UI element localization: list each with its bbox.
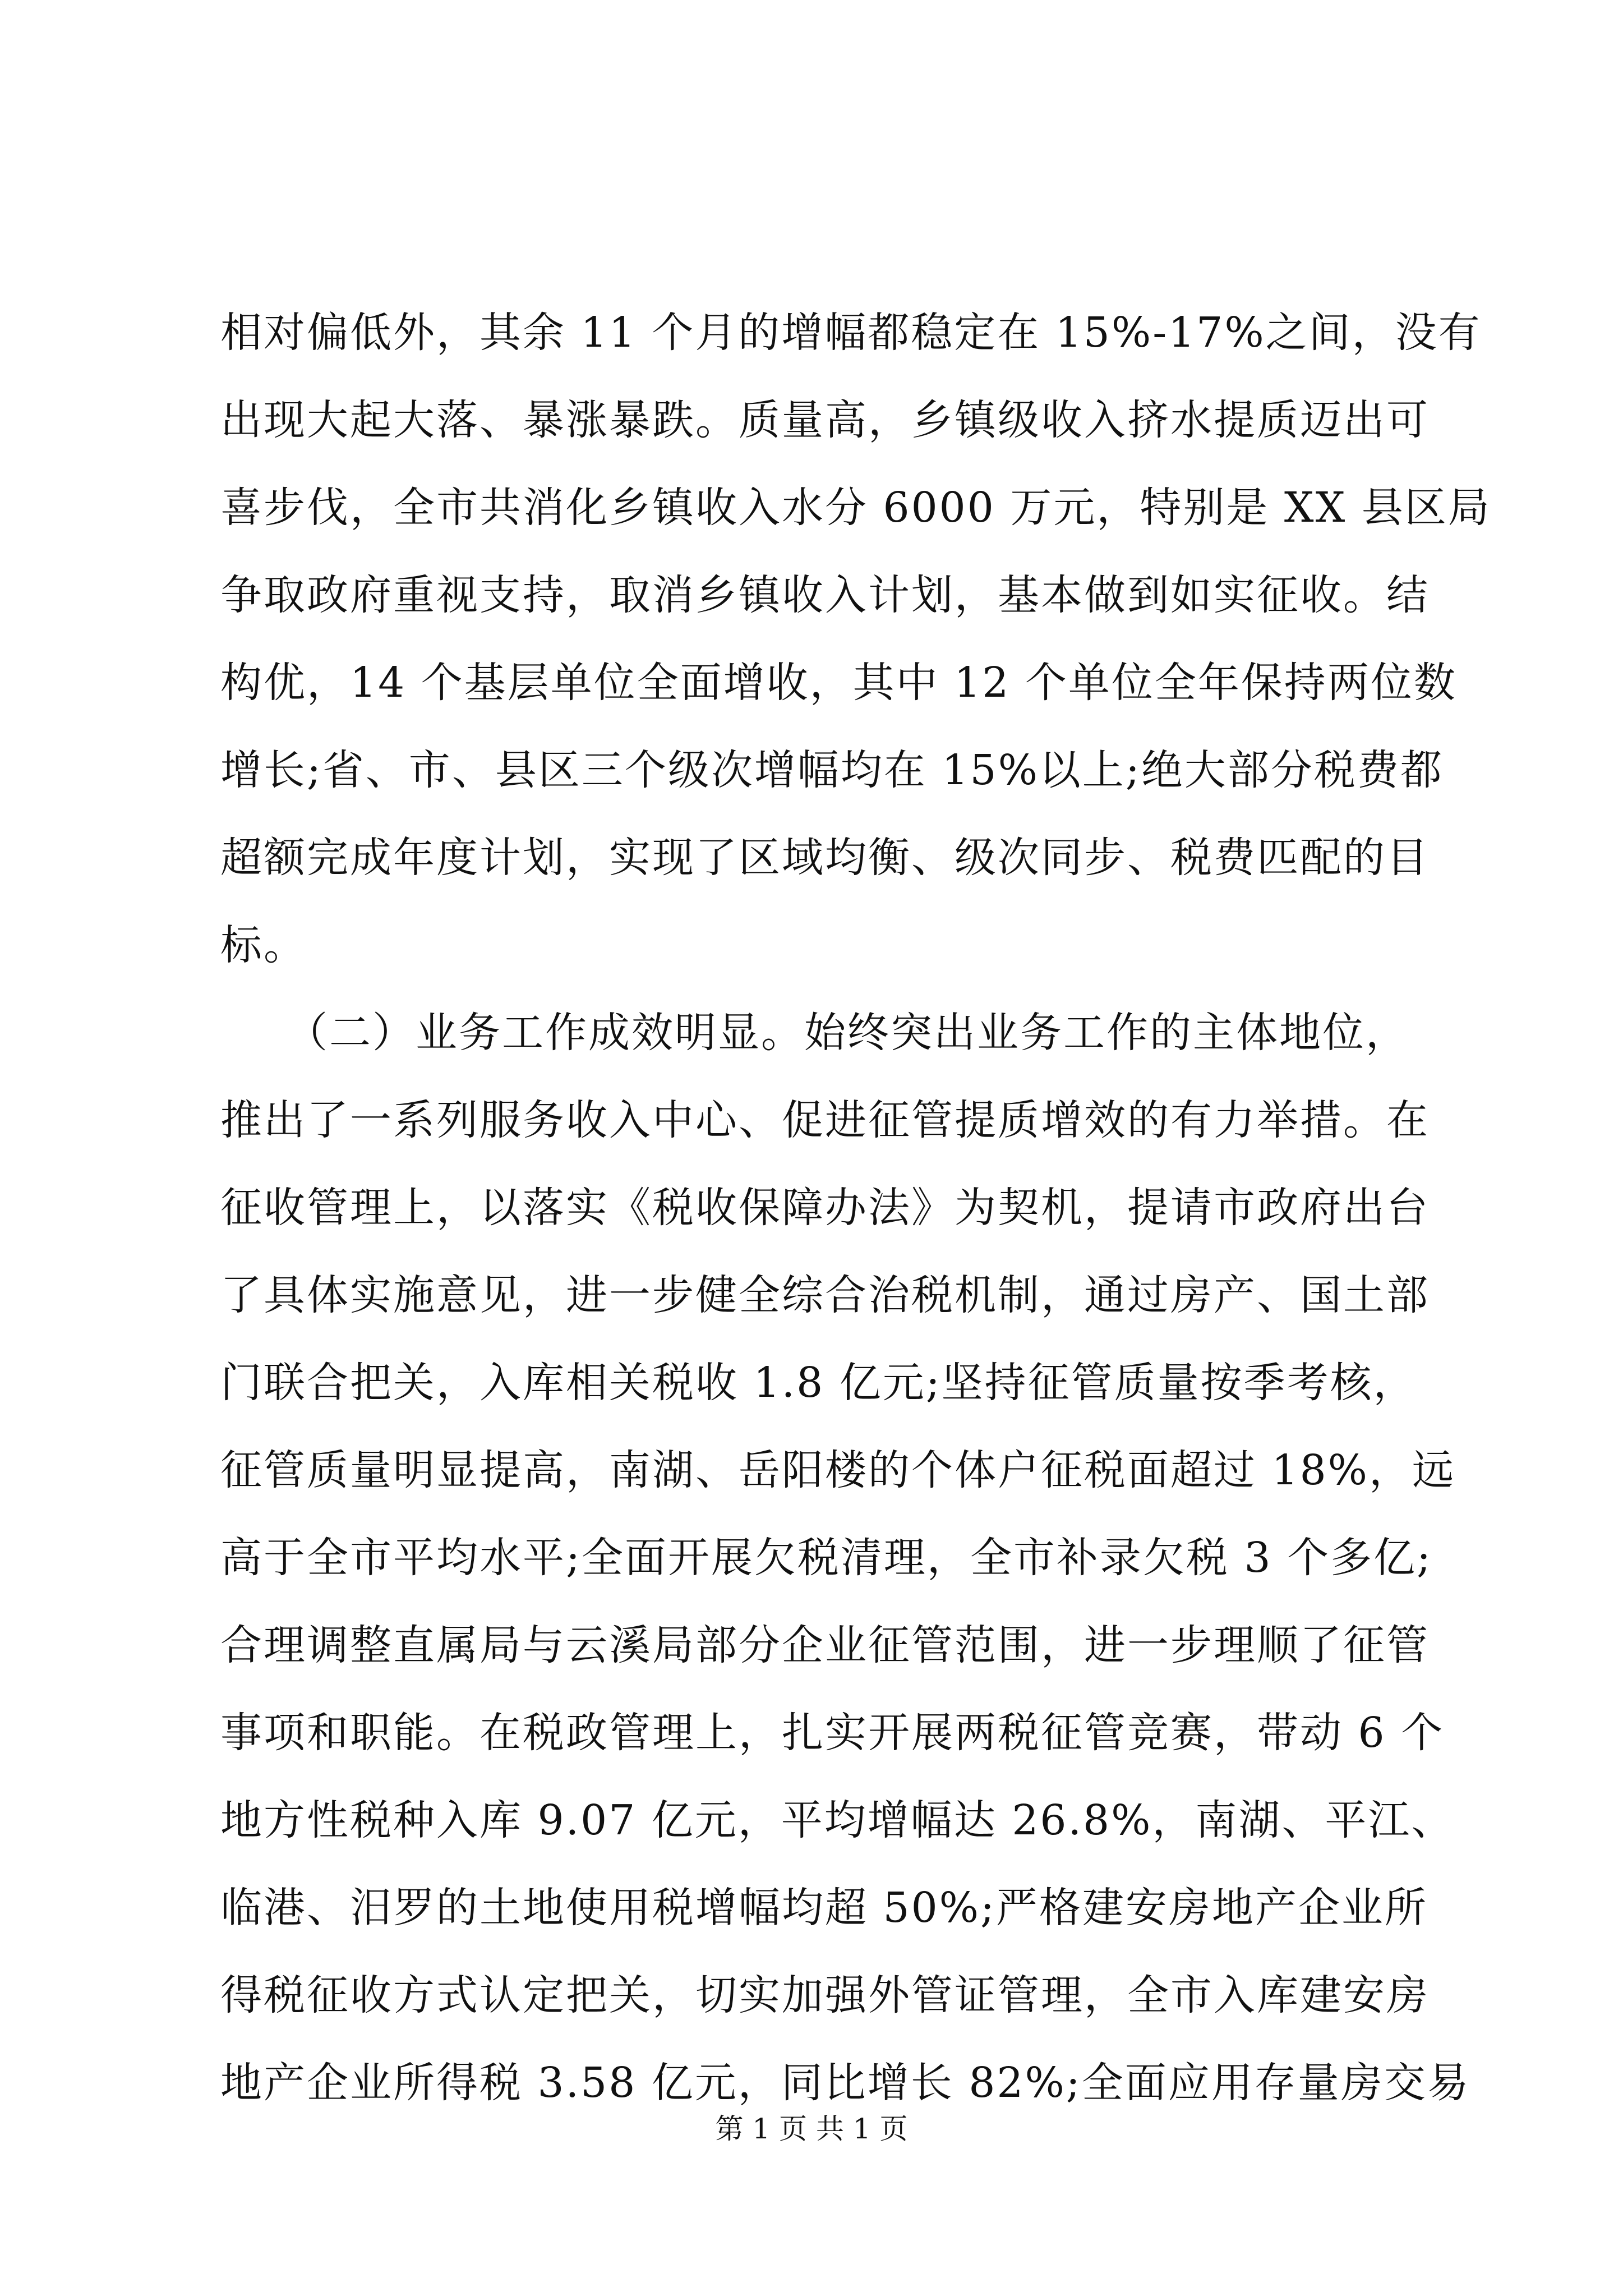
text-line: （二）业务工作成效明显。始终突出业务工作的主体地位， [220, 1009, 1409, 1057]
text-line: 构优，14 个基层单位全面增收，其中 12 个单位全年保持两位数 [220, 659, 1457, 707]
text-line: 相对偏低外，其余 11 个月的增幅都稳定在 15%-17%之间，没有 [220, 309, 1482, 357]
text-line: 争取政府重视支持，取消乡镇收入计划，基本做到如实征收。结 [220, 571, 1430, 619]
text-line: 征收管理上，以落实《税收保障办法》为契机，提请市政府出台 [220, 1184, 1430, 1232]
text-line: 推出了一系列服务收入中心、促进征管提质增效的有力举措。在 [220, 1096, 1430, 1144]
text-line: 门联合把关，入库相关税收 1.8 亿元;坚持征管质量按季考核， [220, 1359, 1417, 1407]
text-line: 增长;省、市、县区三个级次增幅均在 15%以上;绝大部分税费都 [220, 746, 1444, 794]
text-line: 喜步伐，全市共消化乡镇收入水分 6000 万元，特别是 XX 县区局 [220, 484, 1491, 532]
text-line: 征管质量明显提高，南湖、岳阳楼的个体户征税面超过 18%，远 [220, 1446, 1455, 1494]
text-line: 了具体实施意见，进一步健全综合治税机制，通过房产、国土部 [220, 1271, 1430, 1319]
text-line: 高于全市平均水平;全面开展欠税清理，全市补录欠税 3 个多亿; [220, 1534, 1432, 1582]
text-line: 合理调整直属局与云溪局部分企业征管范围，进一步理顺了征管 [220, 1621, 1430, 1669]
text-line: 出现大起大落、暴涨暴跌。质量高，乡镇级收入挤水提质迈出可 [220, 396, 1430, 444]
text-line: 地产企业所得税 3.58 亿元，同比增长 82%;全面应用存量房交易 [220, 2059, 1470, 2107]
text-line: 地方性税种入库 9.07 亿元，平均增幅达 26.8%，南湖、平江、 [220, 1796, 1455, 1844]
page-number: 第 1 页 共 1 页 [715, 2113, 908, 2145]
text-line: 事项和职能。在税政管理上，扎实开展两税征管竞赛，带动 6 个 [220, 1709, 1445, 1757]
page-footer [0, 2109, 1623, 2148]
text-line: 临港、汨罗的土地使用税增幅均超 50%;严格建安房地产企业所 [220, 1884, 1428, 1932]
text-line: 超额完成年度计划，实现了区域均衡、级次同步、税费匹配的目 [220, 834, 1430, 882]
text-line: 得税征收方式认定把关，切实加强外管证管理，全市入库建安房 [220, 1971, 1430, 2019]
document-body [220, 289, 1491, 2127]
text-line: 标。 [220, 921, 307, 969]
